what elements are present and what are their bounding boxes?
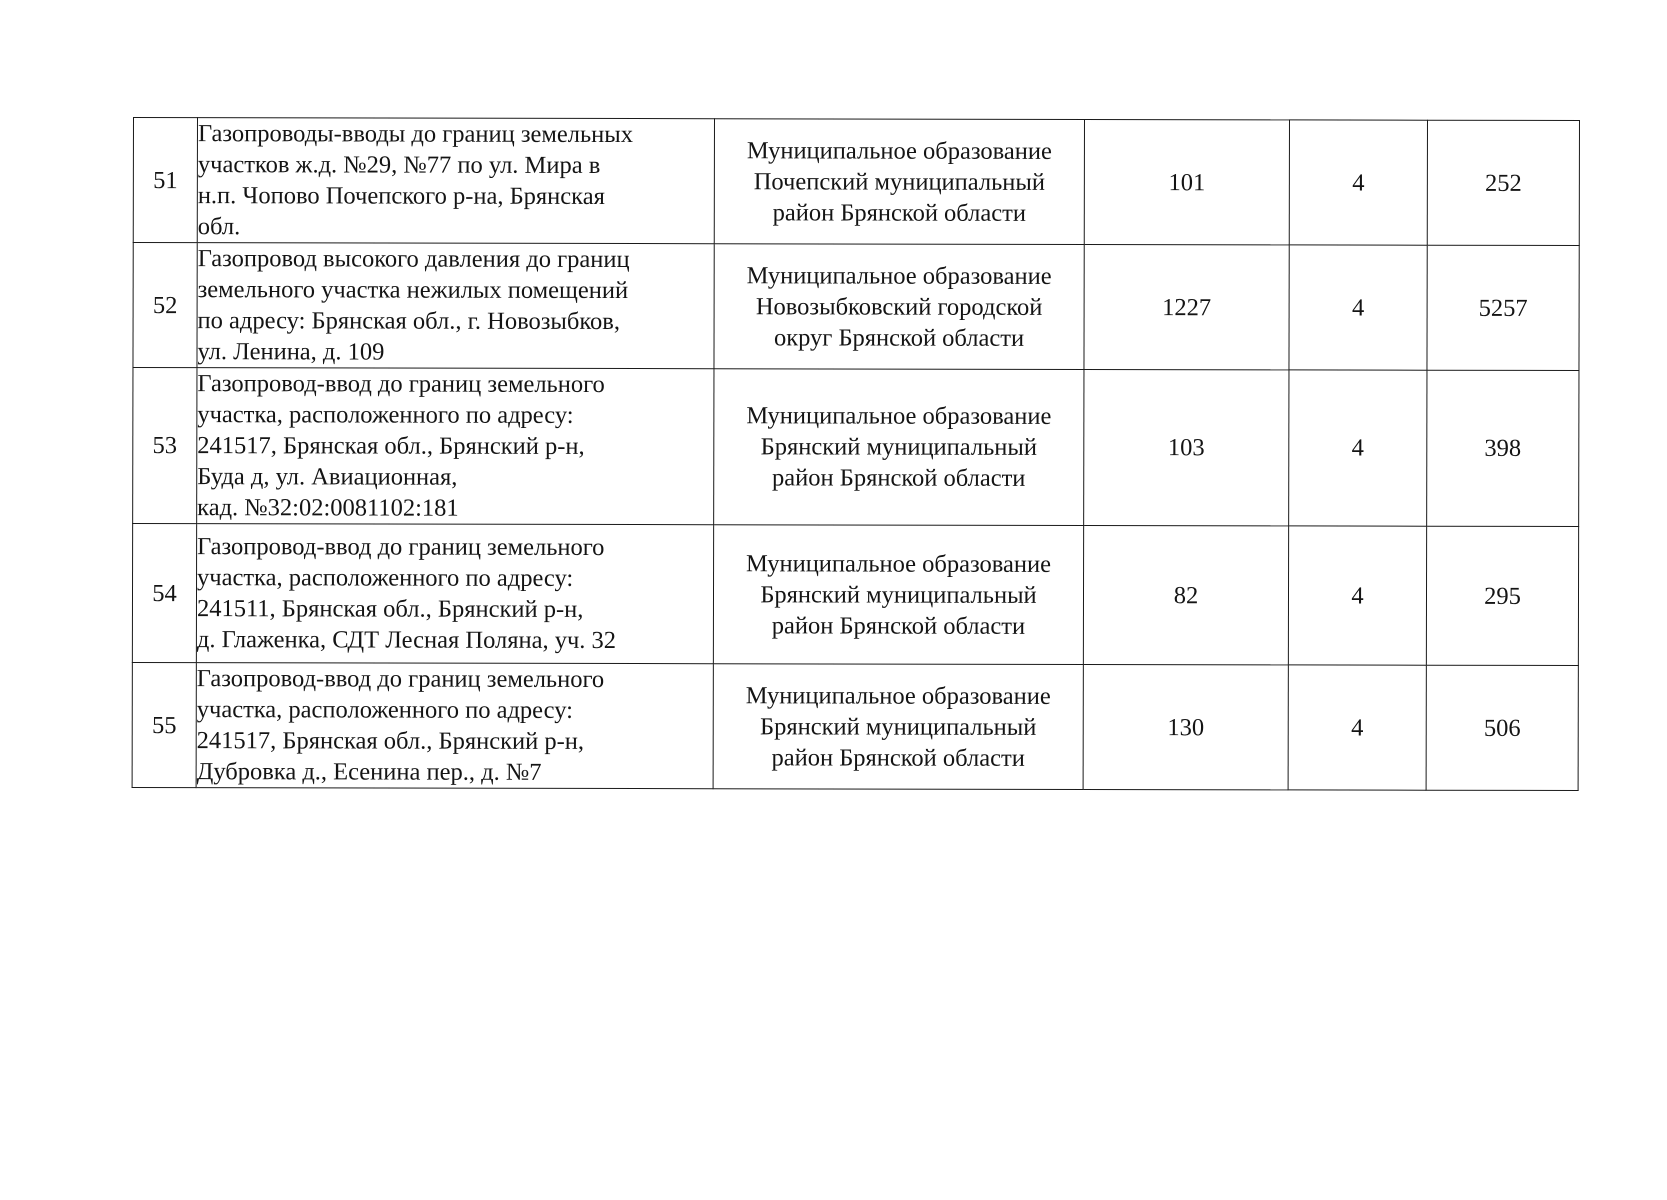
value-cell-5: 4 (1289, 370, 1427, 526)
owner-line: район Брянской области (771, 611, 1026, 640)
owner-line: Муниципальное образование (746, 136, 1052, 165)
row-number-cell: 52 (133, 243, 197, 368)
description-line: Газопровод-ввод до границ земельного (197, 370, 605, 398)
owner-cell (714, 119, 1084, 245)
description-line: д. Глаженка, СДТ Лесная Поляна, уч. 32 (196, 626, 617, 655)
owner-line: Брянский муниципальный (760, 433, 1037, 461)
value-cell-5: 4 (1289, 120, 1427, 245)
description-line: ул. Ленина, д. 109 (197, 338, 385, 366)
table-row (132, 524, 1578, 666)
object-description-cell (197, 118, 714, 244)
owner-cell (713, 664, 1083, 790)
description-line: Газопровод-ввод до границ земельного (196, 665, 605, 693)
owner-line: Брянский муниципальный (760, 580, 1037, 609)
value-cell-5: 4 (1288, 665, 1426, 790)
value-cell-4: 82 (1083, 525, 1288, 664)
value-cell-6: 5257 (1427, 245, 1579, 370)
row-number-cell: 54 (132, 524, 196, 663)
value-cell-6: 252 (1427, 120, 1579, 245)
description-line: 241517, Брянская обл., Брянский р-н, (197, 432, 585, 460)
gas-pipeline-table (132, 117, 1580, 791)
description-line: Газопроводы-вводы до границ земельных (197, 120, 634, 149)
object-description-cell (197, 368, 714, 525)
row-number-cell: 53 (133, 368, 197, 524)
description-line: 241511, Брянская обл., Брянский р-н, (196, 595, 584, 623)
owner-line: Муниципальное образование (745, 681, 1051, 710)
value-cell-5: 4 (1289, 245, 1427, 370)
row-number-cell: 51 (133, 118, 197, 243)
value-cell-4: 1227 (1084, 244, 1289, 369)
owner-line: Муниципальное образование (746, 261, 1052, 290)
object-description-cell (197, 243, 714, 369)
owner-line: округ Брянской области (773, 323, 1025, 352)
value-cell-6: 295 (1426, 526, 1578, 665)
table-row (133, 368, 1579, 527)
description-line: кад. №32:02:0081102:181 (197, 494, 459, 522)
table-row (132, 662, 1578, 790)
value-cell-4: 130 (1083, 664, 1288, 789)
object-description-cell (196, 524, 713, 664)
row-number-cell: 55 (132, 662, 196, 787)
description-line: обл. (197, 213, 241, 241)
value-cell-6: 506 (1426, 665, 1578, 790)
owner-line: Муниципальное образование (746, 549, 1052, 578)
description-line: участка, расположенного по адресу: (197, 401, 574, 429)
value-cell-4: 103 (1084, 369, 1289, 525)
description-line: участка, расположенного по адресу: (196, 696, 573, 724)
owner-line: район Брянской области (771, 743, 1025, 772)
owner-line: Муниципальное образование (746, 402, 1052, 430)
description-line: Газопровод высокого давления до границ (197, 245, 630, 274)
value-cell-6: 398 (1427, 370, 1579, 526)
description-line: Газопровод-ввод до границ земельного (197, 533, 605, 561)
owner-line: Почепский муниципальный (753, 167, 1046, 196)
description-line: 241517, Брянская обл., Брянский р-н, (196, 727, 585, 755)
owner-line: район Брянской области (772, 198, 1027, 227)
value-cell-5: 4 (1288, 526, 1426, 665)
value-cell-4: 101 (1084, 119, 1289, 244)
owner-line: Новозыбковский городской (755, 292, 1043, 321)
description-line: н.п. Чопово Почепского р-на, Брянская (197, 182, 605, 210)
description-line: участков ж.д. №29, №77 по ул. Мира в (197, 151, 601, 179)
table-row (133, 118, 1579, 246)
owner-line: Брянский муниципальный (760, 712, 1037, 741)
object-description-cell (196, 663, 713, 789)
owner-cell (714, 369, 1084, 526)
description-line: по адресу: Брянская обл., г. Новозыбков, (197, 307, 620, 336)
owner-cell (713, 525, 1083, 665)
description-line: земельного участка нежилых помещений (197, 276, 629, 305)
description-line: Буда д, ул. Авиационная, (197, 463, 458, 491)
description-line: участка, расположенного по адресу: (197, 564, 574, 592)
owner-line: район Брянской области (772, 464, 1026, 492)
owner-cell (714, 244, 1084, 370)
description-line: Дубровка д., Есенина пер., д. №7 (196, 758, 542, 786)
table-row (133, 243, 1579, 371)
